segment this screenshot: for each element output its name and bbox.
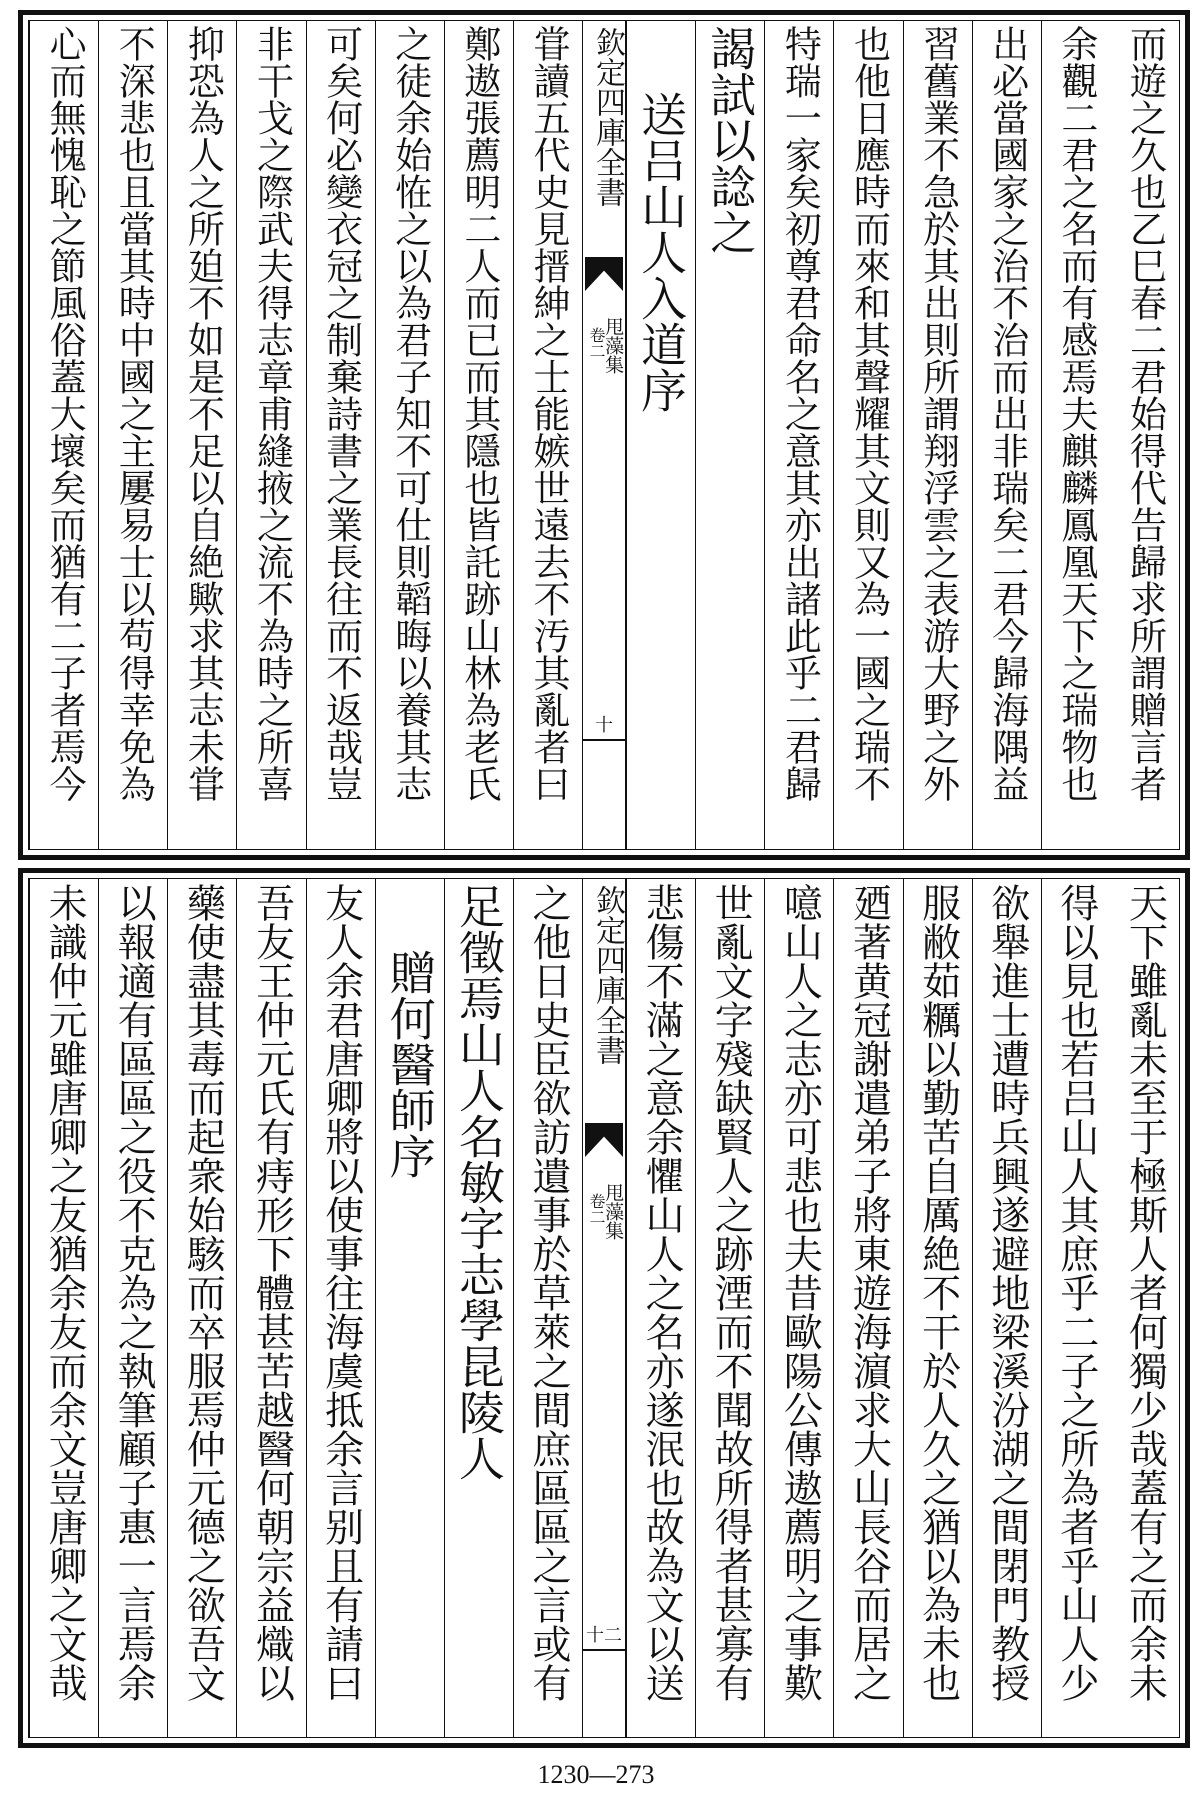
text-line: 非干戈之際武夫得志章甫縫掖之流不為時之所喜: [250, 25, 294, 802]
section-title-column: [626, 21, 695, 849]
text-line: 鄭遨張薦明二人而已而其隱也皆託跡山林為老氏: [457, 25, 501, 802]
text-line: 未識仲元雖唐卿之友猶余友而余文豈唐卿之文哉: [42, 883, 88, 1702]
text-line: 而遊之久也乙巳春二君始得代告歸求所謂贈言者: [1123, 25, 1167, 802]
spine-book-title: 甩藻集: [602, 317, 625, 374]
text-line: 習舊業不急於其出則所謂翔浮雲之表游大野之外: [916, 25, 960, 802]
text-column: [29, 21, 98, 849]
section-title: 贈何醫師序: [382, 949, 437, 1179]
text-line: 得以見也若吕山人其庶乎二子之所為者乎山人少: [1053, 883, 1099, 1702]
text-line: 欲舉進士遭時兵興遂避地梁溪汾湖之間閉門教授: [984, 883, 1030, 1702]
bottom-page: [18, 868, 1190, 1748]
text-line: 特瑞一家矣初尊君命名之意其亦出諸此乎二君歸: [778, 25, 822, 802]
section-title: 送吕山人入道序: [634, 91, 689, 413]
text-column: [972, 879, 1041, 1737]
spine-folio: 十: [595, 715, 613, 736]
text-column: [833, 21, 902, 849]
text-line: 之他日史臣欲訪遺事於草萊之間庶區區之言或有: [525, 883, 571, 1702]
text-column: [167, 21, 236, 849]
text-line: 吾友王仲元氏有痔形下體甚苦越醫何朝宗益熾以: [249, 883, 295, 1702]
text-column: [903, 879, 972, 1737]
spine-book-title: 甩藻集: [602, 1183, 625, 1240]
text-column: [695, 21, 764, 849]
spine-rule: [583, 1649, 625, 1651]
section-title-column: [375, 879, 444, 1737]
text-column: [444, 879, 513, 1737]
text-column: [764, 879, 833, 1737]
text-column: [1110, 21, 1179, 849]
text-column: [695, 879, 764, 1737]
text-column: [236, 879, 305, 1737]
text-line: 世亂文字殘缺賢人之跡湮而不聞故所得者甚寡有: [708, 883, 754, 1702]
text-column: [1041, 21, 1110, 849]
text-column: [833, 879, 902, 1737]
text-column: [626, 879, 695, 1737]
text-column: [513, 879, 582, 1737]
text-column: [375, 21, 444, 849]
text-line: 可矣何必變衣冠之制棄詩書之業長往而不返哉豈: [319, 25, 363, 802]
text-line: 悲傷不滿之意余懼山人之名亦遂泯也故為文以送: [639, 883, 685, 1702]
text-column: [306, 21, 375, 849]
text-line: 抑恐為人之所廹不如是不足以自絶歟求其志未甞: [181, 25, 225, 802]
text-line: 藥使盡其毒而起衆始駭而卒服焉仲元德之欲吾文: [180, 883, 226, 1702]
text-column: [306, 879, 375, 1737]
text-column: [1110, 879, 1179, 1737]
text-line: 噫山人之志亦可悲也夫昔歐陽公傳遨薦明之事歎: [777, 883, 823, 1702]
top-page-columns: [29, 21, 1179, 849]
text-column: [98, 21, 167, 849]
spine-folio: 十二: [586, 1625, 622, 1646]
text-line: 不深悲也且當其時中國之主屢易士以苟得幸免為: [112, 25, 156, 802]
text-column: [764, 21, 833, 849]
spine-title: 欽定四庫全書: [590, 885, 625, 1065]
text-line: 廼著黄冠謝遣弟子將東遊海濵求大山長谷而居之: [846, 883, 892, 1702]
page-center-spine: [582, 879, 626, 1737]
text-column: [29, 879, 98, 1737]
spine-title: 欽定四庫全書: [590, 27, 625, 207]
text-line: 友人余君唐卿將以使事往海虞抵余言别且有請曰: [318, 883, 364, 1702]
text-column: [903, 21, 972, 849]
text-line: 服敝茹糲以勤苦自厲絶不干於人久之猶以為未也: [915, 883, 961, 1702]
text-column: [236, 21, 305, 849]
spine-juan: 卷二: [587, 1193, 606, 1225]
text-column: [167, 879, 236, 1737]
text-line: 天下雖亂未至于極斯人者何獨少哉蓋有之而余未: [1122, 883, 1168, 1702]
text-column: [98, 879, 167, 1737]
text-line: 余觀二君之名而有感焉夫麒麟鳳凰天下之瑞物也: [1054, 25, 1098, 802]
text-line: 以報適有區區之役不克為之執筆顧子惠一言焉余: [111, 883, 157, 1702]
spine-rule: [583, 739, 625, 741]
text-line: 也他日應時而來和其聲耀其文則又為一國之瑞不: [847, 25, 891, 802]
text-column: [444, 21, 513, 849]
text-line: 足徵焉山人名敏字志學昆陵人: [451, 883, 506, 1481]
bottom-page-columns: [29, 879, 1179, 1737]
fishtail-mark: [585, 257, 623, 291]
text-line: 謁試以諗之: [703, 25, 758, 255]
text-line: 心而無愧恥之節風俗蓋大壞矣而猶有二子者焉今: [43, 25, 87, 802]
text-line: 之徒余始恠之以為君子知不可仕則韜晦以養其志: [388, 25, 432, 802]
page-number: 1230—273: [537, 1760, 655, 1789]
text-column: [513, 21, 582, 849]
spine-juan: 卷二: [587, 327, 606, 359]
text-line: 甞讀五代史見搢紳之士能嫉世遠去不汚其亂者曰: [526, 25, 570, 802]
fishtail-mark: [585, 1123, 623, 1157]
text-line: 出必當國家之治不治而出非瑞矣二君今歸海隅益: [985, 25, 1029, 802]
page-center-spine: [582, 21, 626, 849]
text-column: [972, 21, 1041, 849]
top-page: [18, 10, 1190, 860]
text-column: [1041, 879, 1110, 1737]
